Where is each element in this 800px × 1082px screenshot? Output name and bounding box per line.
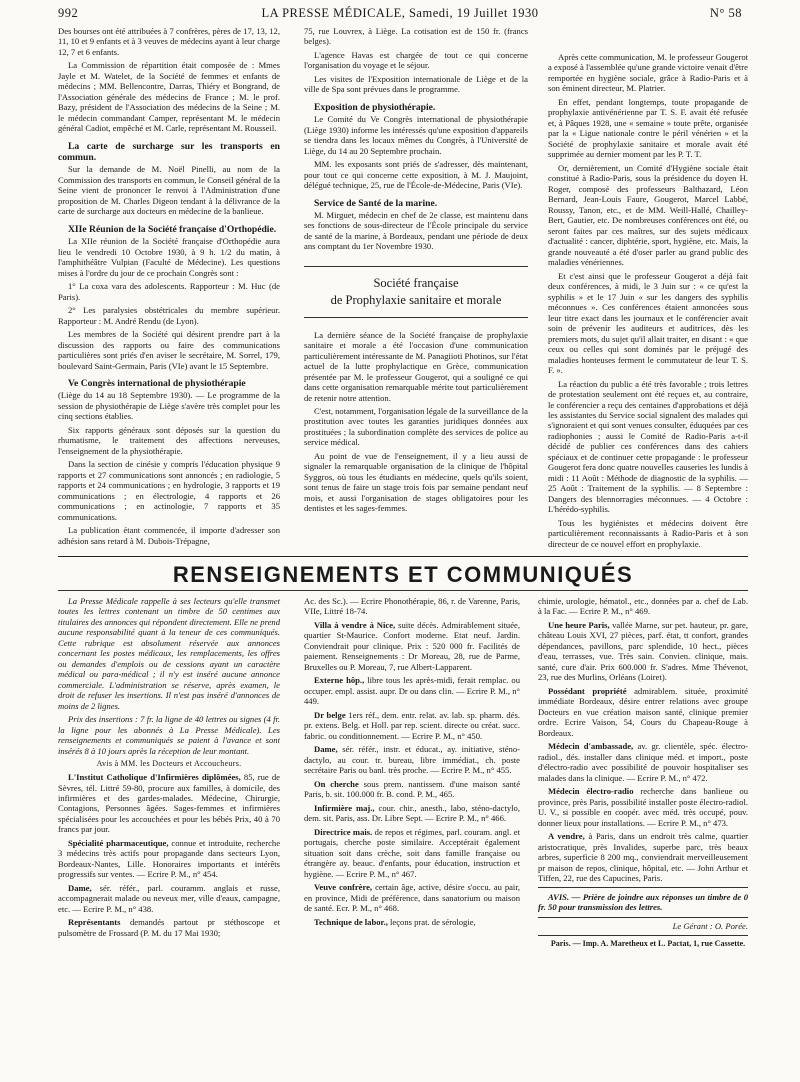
paragraph: Dans la section de cinésie y compris l'éducation physique 9 rapports et 27 communications sont annoncés ; en radiologie, 5 rapports et 24 communications ; en hydrologie, 3 rapports et 19 communications ; en électrologie, 4 rapports et 26 communications ; en actinologie, 7 rapports et 35 communications. (58, 459, 280, 522)
ad-lead: Externe hôp., (314, 675, 365, 686)
ad-text: libre tous les après-midi, ferait remplac. ou occuper. empl. assist. aupr. Dr ou dans clin. — Ecrire P. M., n° 449. (304, 675, 521, 707)
classified-ad (538, 786, 748, 828)
paragraph: 2° Les paralysies obstétricales du membre supérieur. Rapporteur : M. André Rendu (de Lyon). (58, 305, 280, 326)
ad-text: leçons prat. de sérologie, (390, 916, 476, 927)
ad-text: admirablem. située, proximité immédiate Bordeaux, désire entrer relations avec groupe Docteurs en vue création maison santé, clinique premier ordre. Ecrire Vaison, 54, Cours du Chapeau-Rouge à Bordeaux. (538, 685, 748, 738)
classified-ad (304, 710, 520, 741)
paragraph: La XIIe réunion de la Société française d'Orthopédie aura lieu le vendredi 10 Octobre 1930, à 9 h. 1/2 du matin, à l'amphithéâtre Vulpian (Faculté de Médecine). Les questions mises à l'ordre du jour de ce prochain Congrès sont : (58, 236, 280, 278)
classifieds-column-middle (304, 596, 520, 1066)
heading-text: Exposition de physiothérapie. (314, 101, 436, 113)
classified-ad (304, 620, 520, 672)
ad-lead: Villa à vendre à Nice, (314, 619, 396, 630)
paragraph: M. Mirguet, médecin en chef de 2e classe, est maintenu dans ses fonctions de sous-directeur de l'École principale du service de santé de la marine, à Bordeaux, pendant une période de deux ans comptant du 1er Novembre 1930. (304, 209, 528, 252)
classified-ad-continued: Ac. des Sc.). — Ecrire Phonothérapie, 86, r. de Varenne, Paris, VIIe, Littré 18-74. (304, 596, 520, 617)
ad-lead: A vendre, (548, 831, 585, 842)
classified-ad (304, 675, 520, 706)
paragraph: La réaction du public a été très favorable ; trois lettres de protestation seulement ont été reçues et, au contraire, le conférencier a reçu des centaines d'approbations et déjà les assistantes du Service social signalent des malades qui s'ignoraient et qui sont venues consulter, éduquées par ces radiophonies ; aussi le Comité de Radio-Paris a-t-il décidé de publier ces conférences dans des cahiers spéciaux et de continuer cette propagande : le professeur Gougerot fera donc quatre nouvelles causeries les lundis à midi : 11 Août : Méthode de diagnostic de la syphilis. — 25 Août : Traitement de la syphilis. — 8 Septembre : Dangers des blennorragies méconnues. — 4 Octobre : L'hérédo-syphilis. (548, 378, 748, 515)
running-header (58, 6, 742, 24)
heading-text: Service de Santé de la marine. (314, 197, 438, 209)
news-heading (58, 141, 280, 164)
article-title-line: de Prophylaxie sanitaire et morale (330, 292, 502, 307)
ad-lead: Spécialité pharmaceutique, (68, 837, 169, 848)
ad-lead: Infirmière maj., (314, 802, 375, 813)
ad-text: av. gr. clientèle, spéc. électro-radiol., dés. installer dans clinique méd. et import., poste d'électro-radio avec possibilité de pouvoir hospitaliser ses malades dans la clinique. — Ecrire P. M., n° 472. (538, 741, 749, 783)
ad-lead: L'Institut Catholique d'Infirmières diplômées, (68, 772, 241, 783)
column-middle (304, 26, 528, 552)
ad-text: cour. chir., anesth., labo, sténo-dactylo, dem. sit. Paris, ass. Dr. Libre Sept. — Ecrire P. M., n° 466. (304, 802, 520, 824)
manager-signature: Le Gérant : O. Porée. (538, 921, 748, 936)
printer-imprint: Paris. — Imp. A. Maretheux et L. Pactat, 1, rue Cassette. (550, 939, 746, 949)
article-title-line: Société française (373, 275, 459, 290)
news-heading (58, 224, 280, 235)
classified-ad (58, 838, 280, 880)
paragraph: Le Comité du Ve Congrès international de physiothérapie (Liège 1930) informe les intéressés qu'une exposition d'appareils se tiendra dans les locaux mêmes du Congrès, à l'Université de Liège, du 14 au 20 Septembre prochain. (304, 114, 528, 156)
ad-lead: Possédant propriété (548, 685, 627, 696)
article-title-box (304, 266, 528, 318)
paragraph: La Commission de répartition était composée de : Mmes Jayle et M. Watelet, de la Société de femmes et enfants de médecins ; MM. Bellencontre, Darras, Thiéry et Bongrand, de l'Association générale des médecins de France ; M. le prof. Bazy, président de l'Association des médecins de la Seine ; M. le médecin commandant Camper, représentant M. le médecin général Cadiot, empêché et M. Carle, représentant M. Rousseil. (58, 60, 280, 134)
ad-text: sous prem. nantissem. d'une maison santé Paris, b. sit. 100.000 fr. B. cond. P. M., 465. (304, 778, 521, 800)
ad-text: 1ers réf., dem. entr. relat. av. lab. sp. pharm. dés. pr. extens. Belg. et Holl. par rep. scient. directe ou créat. succ. fabric. ou conditionnement. — Ecrire P. M., n° 450. (304, 709, 520, 741)
column-left (58, 26, 280, 552)
paragraph: 75, rue Louvrex, à Liège. La cotisation est de 150 fr. (francs belges). (304, 26, 528, 47)
paragraph: Des bourses ont été attribuées à 7 confrères, pères de 17, 13, 12, 11, 10 et 9 enfants et à 3 veuves de médecins ayant à leur charge 12, 7 et 6 enfants. (58, 26, 280, 57)
paragraph: MM. les exposants sont priés de s'adresser, dès maintenant, pour tout ce qui concerne cette exposition, à M. J. Maujoint, délégué technique, 25, rue de l'École-de-Médecine, Paris (VIe). (304, 159, 528, 191)
ad-text: certain âge, active, désire s'occu. au pair, en province, Midi de préférence, dans sanatorium ou maison de santé. Ecr. P. M., n° 468. (304, 882, 520, 914)
classifieds-column-right (538, 596, 748, 1066)
page-number: 992 (58, 6, 79, 20)
section-divider (58, 590, 748, 591)
paragraph: Six rapports généraux sont déposés sur la question du rhumatisme, le traitement des affections nerveuses, l'enseignement de la physiothérapie. (58, 424, 280, 456)
classifieds-intro: La Presse Médicale rappelle à ses lecteurs qu'elle transmet toutes les lettres contenant un timbre de 50 centimes aux titulaires des annonces qui répondent directement. Elle ne prend aucune responsabilité quant à la teneur de ces communiqués. Cette rubrique est absolument réservée aux annonces concernant les postes médicaux, les remplacements, les offres ou demandes d'emplois ou de cessions ayant un caractère médical ou para-médical ; il n'y est inséré aucune annonce commerciale. L'administration se réserve, après examen, le droit de refuser les insertions. Il n'est pas inséré d'annonces de moins de 2 lignes. (58, 596, 280, 711)
classified-ad (538, 620, 748, 683)
ad-lead: Dame, (68, 882, 92, 893)
ad-lead: On cherche (314, 778, 359, 789)
paragraph: Sur la demande de M. Noël Pinelli, au nom de la Commission des transports en commun, le Conseil général de la Seine vient de prononcer le renvoi à l'Administration d'une proposition de M. Charles Digeon tendant à la délivrance de la carte de surcharge aux docteurs en médecine de la banlieue. (58, 164, 280, 217)
paragraph: La dernière séance de la Société française de prophylaxie sanitaire et morale a été l'occasion d'une communication particulièrement intéressante de M. Panagiioti Photinos, sur l'état actuel de la lutte prophylactique en Grèce, communication présentée par M. le professeur Gougerot, qui a souligné ce qui dans cette organisation remarquable mérite tout particulièrement de retenir notre attention. (304, 329, 528, 403)
ad-lead: Technique de labor., (314, 916, 388, 927)
ad-lead: Une heure Paris, (548, 619, 610, 630)
ad-text: 85, rue de Sèvres, tél. Littré 59-80, procure aux familles, à domicile, des infirmières et des gardes-malades. Médecine, Chirurgie, Contagions, Personnes âgées. Sages-femmes et infirmières spécialisées pour les accouchées et pour les bébés Prix, 40 à 70 francs par jour. (58, 772, 280, 835)
paragraph: En effet, pendant longtemps, toute propagande de prophylaxie antivénérienne par T. S. F. avait été refusée et, à Pâques 1928, une « semaine » toute prête, organisée par la « Ligue nationale contre le péril vénérien » et la Société de prophylaxie sanitaire et morale avait été supprimée au dernier moment par les P. T. T. (548, 96, 748, 160)
paragraph: Et c'est ainsi que le professeur Gougerot a déjà fait deux conférences, à midi, le 3 Juin sur : « ce qu'est la syphilis » et le 17 Juin « sur les dangers des syphilis méconnues ». Ces conférences étaient annoncées sous leur titre exact dans les journaux et le conférencier avait soin de prévenir les auditeurs et auditrices, dès les premiers mots, du sujet qu'il allait traiter, en disant : « que ceux ou celles qui sont dominés par le préjugé des maladies honteuses ferment le commutateur de leur T. S. F. ». (548, 270, 748, 376)
paragraph: L'agence Havas est chargée de tout ce qui concerne l'organisation du voyage et le séjour. (304, 49, 528, 71)
section-title: RENSEIGNEMENTS ET COMMUNIQUÉS (172, 562, 634, 587)
classified-ad (304, 917, 520, 927)
classified-ad (58, 917, 280, 938)
ad-lead: Dame, (314, 744, 338, 755)
ad-lead: Représentants (68, 917, 121, 928)
classified-ad (304, 744, 520, 775)
paragraph: C'est, notamment, l'organisation légale de la surveillance de la prostitution avec toutes les garanties juridiques données aux prostituées ; la subordination complète des services de police au service médical. (304, 406, 528, 448)
ad-lead: Veuve confrère, (314, 882, 373, 893)
ad-lead: Médecin d'ambassade, (548, 741, 634, 752)
news-heading (58, 378, 280, 389)
ad-text: sér. référ., instr. et éducat., ay. initiative, sténo-dactylo, au cour. tr. bureau, libre immédiat., ch. poste secrétaire Paris ou banl. très proche. — Ecrire P. M., n° 455. (304, 744, 520, 776)
ad-text: suite décès. Admirablement située, quartier St-Maurice. Confort moderne. Etat neuf. Jardin. Conviendrait pour clinique. Prix : 520 000 fr. Facilités de paiement. Renseignements : Dr Moreau, 28, rue de Parme, Bruxelles ou P. Moreau, 7, rue Albert-Lapparent. (304, 619, 521, 672)
paragraph: Tous les hygiénistes et médecins doivent être particulièrement reconnaissants à Radio-Paris et à son directeur de ce nouvel effort en prophylaxie. (548, 517, 748, 549)
classified-ad (538, 741, 748, 783)
heading-text: Ve Congrès international de physiothérapie (68, 378, 246, 390)
classifieds-column-left (58, 596, 280, 1066)
classified-ad (538, 831, 748, 883)
ad-text: à Paris, dans un endroit très calme, quartier aristocratique, près Invalides, superbe parc, très beaux arbres, superficie 8 200 mq., conviendrait merveilleusement pr maison de repos, clinique, hôpital, etc. — John Arthur et Tiffen, 22, rue des Capucines, Paris. (538, 831, 749, 884)
ad-text: connue et introduite, recherche 3 médecins très actifs pour propagande dans secteurs Lyon, Bordeaux-Nantes, Lille. Honoraires importants et intérêts progressifs sur ventes. — Ecrire P. M., n° 454. (58, 837, 281, 880)
classified-ad (58, 883, 280, 914)
notice-box: AVIS. — Prière de joindre aux réponses un timbre de 0 fr. 50 pour transmission des lettres. (538, 887, 748, 918)
heading-text: XIIe Réunion de la Société française d'Orthopédie. (68, 223, 277, 235)
ad-text: recherche dans banlieue ou province, près Paris, possibilité installer poste électro-radiol. U. V., si possible en coopér. avec méd. très occupé, pouv. donner lieux pour installations. — Ecrire P. M., n° 473. (538, 786, 748, 828)
publication-title: LA PRESSE MÉDICALE, Samedi, 19 Juillet 1930 (261, 6, 539, 20)
paragraph: Après cette communication, M. le professeur Gougerot a exposé à l'assemblée qu'une grande victoire venait d'être remportée en hygiène sociale, grâce à Radio-Paris et à son éminent directeur, M. Platrier. (548, 52, 748, 94)
classified-ad (538, 686, 748, 738)
ad-lead: Médecin électro-radio (548, 786, 634, 797)
classified-ad (304, 882, 520, 913)
issue-number: N° 58 (709, 6, 742, 20)
ad-lead: Directrice mais. (314, 826, 373, 837)
news-heading (304, 198, 528, 209)
news-heading (304, 102, 528, 113)
heading-text: La carte de surcharge sur les transports en commun. (58, 140, 280, 164)
paragraph: Au point de vue de l'enseignement, il y a lieu aussi de signaler la remarquable organisation de la clinique de l'hôpital Syggros, où tous les étudiants en médecine, quels qu'ils soient, sont tenus de faire un stage trois fois par semaine pendant neuf mois, et aussi l'organisation de stages obligatoires pour les dentistes et les sages-femmes. (304, 450, 528, 514)
ad-text: de repos et régimes, parl. couram. angl. et portugais, cherche poste similaire. Acceptérait également situation soit dans crèche, soit dans famille française ou étrangère ay. beauc. d'enfants, pour éducation, instruction et hygiène. — Ecrire P. M., n° 467. (304, 826, 520, 879)
classified-ad (304, 803, 520, 824)
paragraph: Or, dernièrement, un Comité d'Hygiène sociale était constitué à Radio-Paris, sous la présidence du doyen H. Roger, composé des professeurs Balthazard, Léon Bernard, Jean-Louis Faure, Gougerot, Marcel Labbé, Roussy, Tanon, etc., et de MM. Weill-Hallé, Chailley-Bert, Gautier, etc. De nombreuses conférences ont été, ou seront faites par ces maîtres, sur des sujets médicaux d'actualité : cancer, diphtérie, sport, hygiène, etc. Mais, la grande nouveauté a été d'oser parler au grand public des maladies vénériennes. (548, 162, 748, 268)
ad-lead: Dr belge (314, 709, 346, 720)
classifieds-prices: Prix des insertions : 7 fr. la ligne de 40 lettres ou signes (4 fr. la ligne pour les abonnés à La Presse Médicale). Les renseignements et communiqués se paient à l'avance et sont insérés 8 à 10 jours après la réception de leur montant. (58, 714, 280, 756)
ad-text: sér. référ., parl. couramm. anglais et russe, accompagnerait malade ou neveux mer, ville d'eaux, campagne, etc. — Ecrire P. M., n° 438. (58, 882, 280, 914)
paragraph: La publication étant commencée, il importe d'adresser son adhésion sans retard à M. Dubois-Trépagne, (58, 525, 280, 546)
ad-text: vallée Marne, sur pet. hauteur, pr. gare, château Louis XVI, 27 pièces, parf. état, tt confort, grandes dépendances, pavillons, parc splendide, 10 hect., pièces d'eau, terrasses, vue. Très sain. Convien. clinique, mais. santé, cure d'air. Prix 600.000 fr. S'adres. Mme Thévenot, 23, rue des Murlins, Orléans (Loiret). (538, 619, 748, 683)
paragraph: (Liège du 14 au 18 Septembre 1930). — Le programme de la session de physiothérapie de Liège s'avère très complet pour les cinq sections établies. (58, 390, 280, 422)
paragraph: Les membres de la Société qui désirent prendre part à la discussion des rapports ou faire des communications particulières sont priés d'en aviser le secrétaire, M. Sorrel, 179, boulevard Saint-Germain, Paris (VIe) avant le 15 Septembre. (58, 329, 280, 371)
classified-ad-continued: chimie, urologie, hématol., etc., données par a. chef de Lab. à la Fac. — Ecrire P. M., n° 469. (538, 596, 748, 617)
paragraph: 1° La coxa vara des adolescents. Rapporteur : M. Huc (de Paris). (58, 281, 280, 302)
classified-ad (304, 827, 520, 879)
column-right (548, 52, 748, 552)
paragraph: Les visites de l'Exposition internationale de Liège et de la ville de Spa sont prévues dans le programme. (304, 73, 528, 95)
ad-text: demandés partout pr stéthoscope et pulsomètre de Frossard (P. M. du 17 Mai 1930; (58, 917, 280, 938)
classified-ad (58, 772, 280, 835)
classifieds-notice: Avis à MM. les Docteurs et Accoucheurs. (96, 759, 242, 769)
classified-ad (304, 779, 520, 800)
section-divider (58, 556, 748, 557)
